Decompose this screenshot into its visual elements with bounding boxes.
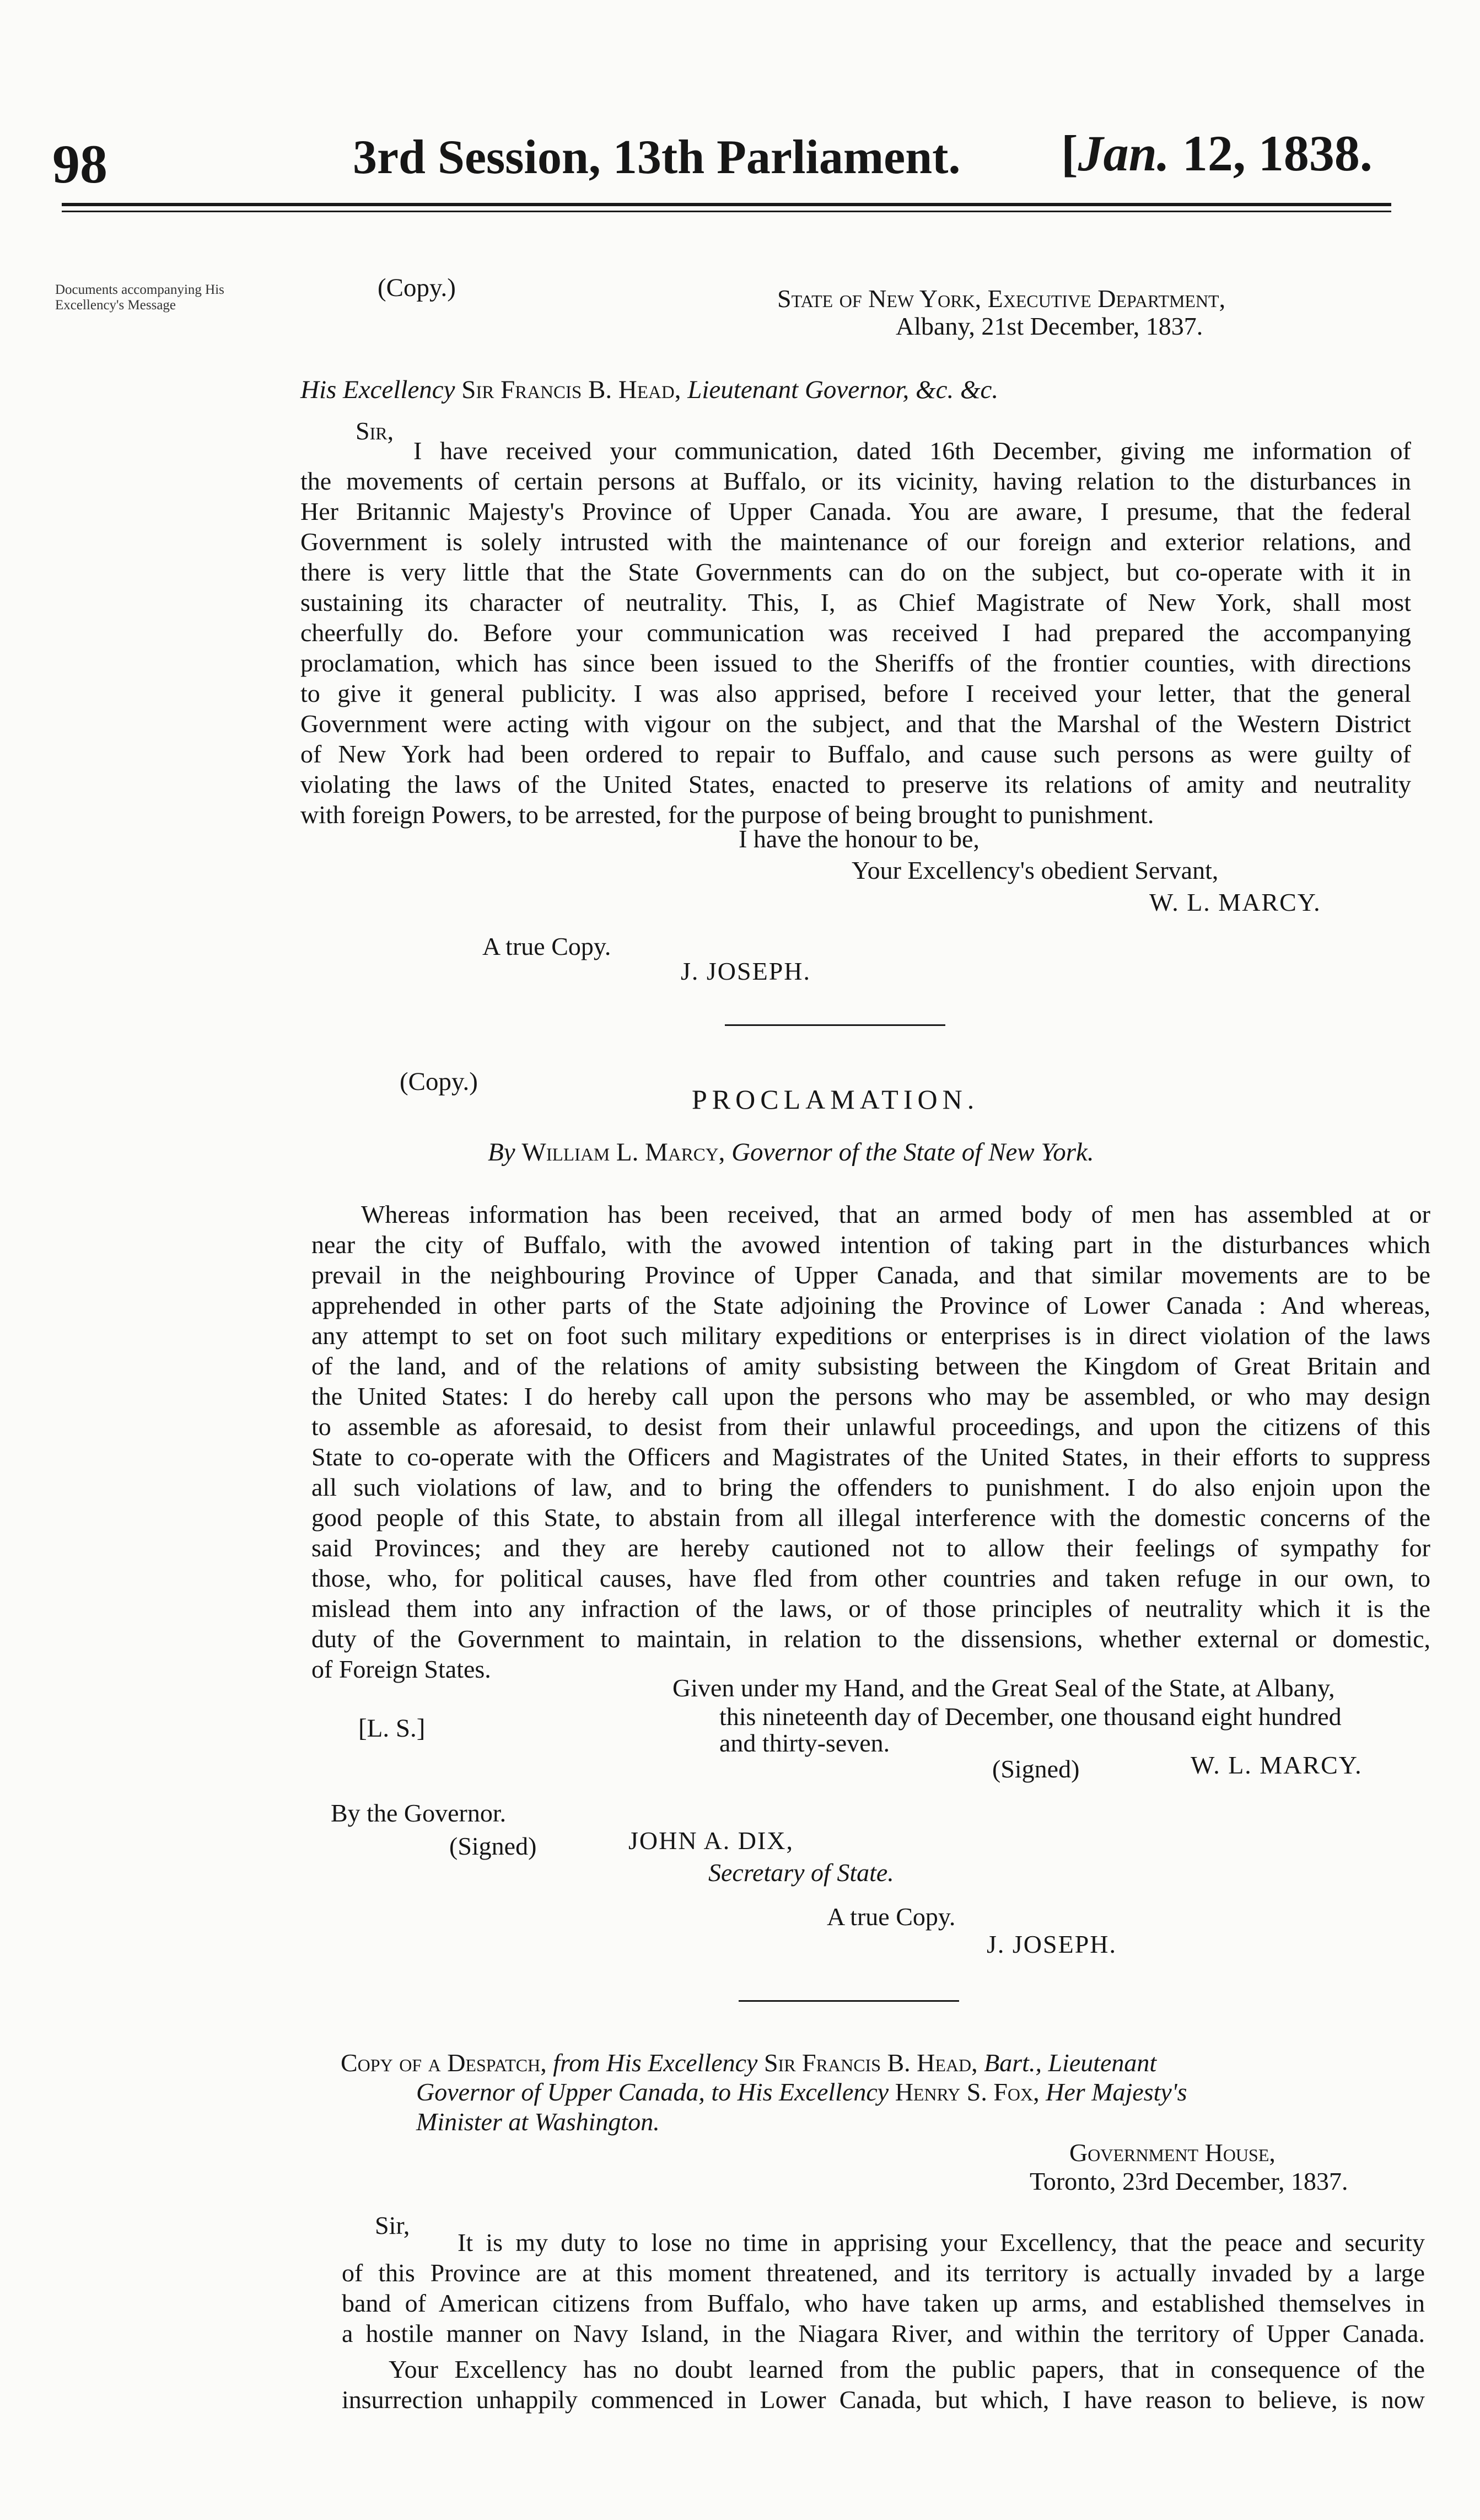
signed-label-2: (Signed) xyxy=(449,1832,537,1860)
despatch-heading-line-3 xyxy=(416,2107,660,2136)
body-line: the movements of certain persons at Buffalo, or its vicinity, having relation to the disturbances in xyxy=(300,467,1411,495)
body-line: of Foreign States. xyxy=(311,1655,491,1683)
header-rule-bottom xyxy=(62,211,1391,212)
header-date xyxy=(1061,124,1373,182)
body-line: the United States: I do hereby call upon the persons who may be assembled, or who may design xyxy=(311,1382,1430,1410)
letter-closing-2: Your Excellency's obedient Servant, xyxy=(852,856,1219,884)
given-line-2: this nineteenth day of December, one thousand eight hundred xyxy=(719,1702,1342,1731)
body-line: Her Britannic Majesty's Province of Upper Canada. You are aware, I presume, that the federal xyxy=(300,497,1411,525)
date-month: Jan. xyxy=(1078,125,1170,181)
proclamation-true-copy: A true Copy. xyxy=(827,1903,956,1931)
body-line: those, who, for political causes, have fled from other countries and taken refuge in our own, to xyxy=(311,1564,1430,1592)
body-line: of this Province are at this moment threatened, and its territory is actually invaded by a large xyxy=(342,2259,1425,2287)
heading-part: Minister at Washington. xyxy=(416,2108,660,2136)
body-line: apprehended in other parts of the State adjoining the Province of Lower Canada : And whereas, xyxy=(311,1291,1430,1319)
header-rule-top xyxy=(62,203,1391,206)
section-divider xyxy=(725,1024,945,1026)
heading-part: Her Majesty's xyxy=(1046,2078,1187,2106)
session-title: 3rd Session, 13th Parliament. xyxy=(353,131,961,184)
secretary-title-text: Secretary of State. xyxy=(708,1858,894,1887)
by-prefix: By xyxy=(488,1138,515,1167)
body-line: of New York had been ordered to repair to Buffalo, and cause such persons as were guilty of xyxy=(300,740,1411,768)
body-line: good people of this State, to abstain from all illegal interference with the domestic concerns of the xyxy=(311,1503,1430,1532)
proclamation-signature: W. L. MARCY. xyxy=(1191,1751,1363,1779)
body-line: Whereas information has been received, that an armed body of men has assembled at or xyxy=(361,1200,1430,1228)
page-number: 98 xyxy=(52,133,107,195)
despatch-heading-line-2 xyxy=(416,2077,1187,2107)
by-name: William L. Marcy, xyxy=(521,1138,725,1167)
body-line: State to co-operate with the Officers and Magistrates of the United States, in their efforts to suppress xyxy=(311,1443,1430,1471)
despatch-heading-line-1 xyxy=(341,2048,1156,2077)
letter-signature: W. L. MARCY. xyxy=(1149,888,1321,916)
despatch-origin: Government House, xyxy=(1069,2138,1276,2167)
letter-addressee xyxy=(300,375,998,405)
body-line: to give it general publicity. I was also apprised, before I received your letter, that the general xyxy=(300,679,1411,707)
body-line: insurrection unhappily commenced in Lower Canada, but which, I have reason to believe, is now xyxy=(342,2385,1425,2414)
body-line: to assemble as aforesaid, to desist from their unlawful proceedings, and upon the citizens of this xyxy=(311,1412,1430,1441)
copy-label: (Copy.) xyxy=(378,273,456,302)
addressee-prefix: His Excellency xyxy=(300,375,455,404)
heading-part: Henry S. Fox, xyxy=(895,2078,1040,2106)
true-copy-signature: J. JOSEPH. xyxy=(681,957,811,985)
despatch-salutation: Sir, xyxy=(375,2211,410,2239)
secretary-title xyxy=(708,1858,894,1887)
body-line: near the city of Buffalo, with the avowed intention of taking part in the disturbances which xyxy=(311,1231,1430,1259)
body-line: cheerfully do. Before your communication was received I had prepared the accompanying xyxy=(300,619,1411,647)
body-line: with foreign Powers, to be arrested, for the purpose of being brought to punishment. xyxy=(300,800,1154,829)
letter-closing-1: I have the honour to be, xyxy=(739,825,980,853)
true-copy-label: A true Copy. xyxy=(482,932,611,960)
body-line: band of American citizens from Buffalo, who have taken up arms, and established themselves in xyxy=(342,2289,1425,2317)
body-line: said Provinces; and they are hereby cautioned not to allow their feelings of sympathy for xyxy=(311,1534,1430,1562)
signed-label-1: (Signed) xyxy=(992,1755,1080,1783)
seal-mark: [L. S.] xyxy=(358,1714,426,1743)
proclamation-title: PROCLAMATION. xyxy=(692,1084,980,1115)
by-the-governor: By the Governor. xyxy=(331,1799,507,1827)
heading-part: Copy of a Despatch, xyxy=(341,2049,547,2077)
body-line: any attempt to set on foot such military expeditions or enterprises is in direct violation of the laws xyxy=(311,1321,1430,1350)
body-line: there is very little that the State Governments can do on the subject, but co-operate with it in xyxy=(300,558,1411,586)
body-line: sustaining its character of neutrality. This, I, as Chief Magistrate of New York, shall most xyxy=(300,588,1411,616)
letter-place-date: Albany, 21st December, 1837. xyxy=(896,312,1203,340)
body-line: Government is solely intrusted with the maintenance of our foreign and exterior relations, and xyxy=(300,528,1411,556)
body-line: It is my duty to lose no time in apprising your Excellency, that the peace and security xyxy=(458,2228,1425,2256)
section-divider xyxy=(739,2000,959,2002)
body-line: of the land, and of the relations of amity subsisting between the Kingdom of Great Britain and xyxy=(311,1352,1430,1380)
date-day-year: 12, 1838. xyxy=(1169,125,1373,181)
letter-body xyxy=(300,436,1411,830)
given-line-3: and thirty-seven. xyxy=(719,1729,890,1757)
date-bracket: [ xyxy=(1061,125,1078,181)
letter-origin: State of New York, Executive Department, xyxy=(777,284,1226,313)
heading-part: Sir Francis B. Head, xyxy=(763,2049,978,2077)
proclamation-body xyxy=(311,1199,1430,1684)
body-line: all such violations of law, and to bring the offenders to punishment. I do also enjoin upon the xyxy=(311,1473,1430,1501)
body-line: I have received your communication, dated 16th December, giving me information of xyxy=(413,437,1411,465)
addressee-title: Lieutenant Governor, &c. &c. xyxy=(687,375,999,404)
heading-part: Governor of Upper Canada, to His Excellency xyxy=(416,2078,889,2106)
proclamation-copy-label: (Copy.) xyxy=(400,1067,478,1096)
proclamation-true-copy-signature: J. JOSEPH. xyxy=(987,1930,1117,1958)
given-line-1: Given under my Hand, and the Great Seal of the State, at Albany, xyxy=(672,1674,1335,1702)
secretary-name: JOHN A. DIX, xyxy=(628,1826,794,1855)
margin-note: Documents accompanying His Excellency's Message xyxy=(55,282,224,313)
by-title: Governor of the State of New York. xyxy=(731,1138,1094,1167)
body-line: a hostile manner on Navy Island, in the Niagara River, and within the territory of Upper Canada. xyxy=(342,2319,1425,2347)
body-line: proclamation, which has since been issued to the Sheriffs of the frontier counties, with directions xyxy=(300,649,1411,677)
addressee-name: Sir Francis B. Head, xyxy=(461,375,681,404)
letter-salutation: Sir, xyxy=(356,417,394,445)
body-line: Your Excellency has no doubt learned from the public papers, that in consequence of the xyxy=(389,2355,1425,2383)
heading-part: Bart., Lieutenant xyxy=(984,2049,1157,2077)
despatch-place-date: Toronto, 23rd December, 1837. xyxy=(1030,2167,1348,2195)
heading-part: from His Excellency xyxy=(553,2049,758,2077)
body-line: Government were acting with vigour on the subject, and that the Marshal of the Western District xyxy=(300,710,1411,738)
proclamation-by xyxy=(488,1137,1094,1167)
despatch-body xyxy=(342,2227,1425,2415)
body-line: duty of the Government to maintain, in relation to the dissensions, whether external or domestic, xyxy=(311,1625,1430,1653)
body-line: violating the laws of the United States, enacted to preserve its relations of amity and neutrality xyxy=(300,770,1411,798)
body-line: prevail in the neighbouring Province of Upper Canada, and that similar movements are to be xyxy=(311,1261,1430,1289)
body-line: mislead them into any infraction of the laws, or of those principles of neutrality which it is the xyxy=(311,1594,1430,1622)
